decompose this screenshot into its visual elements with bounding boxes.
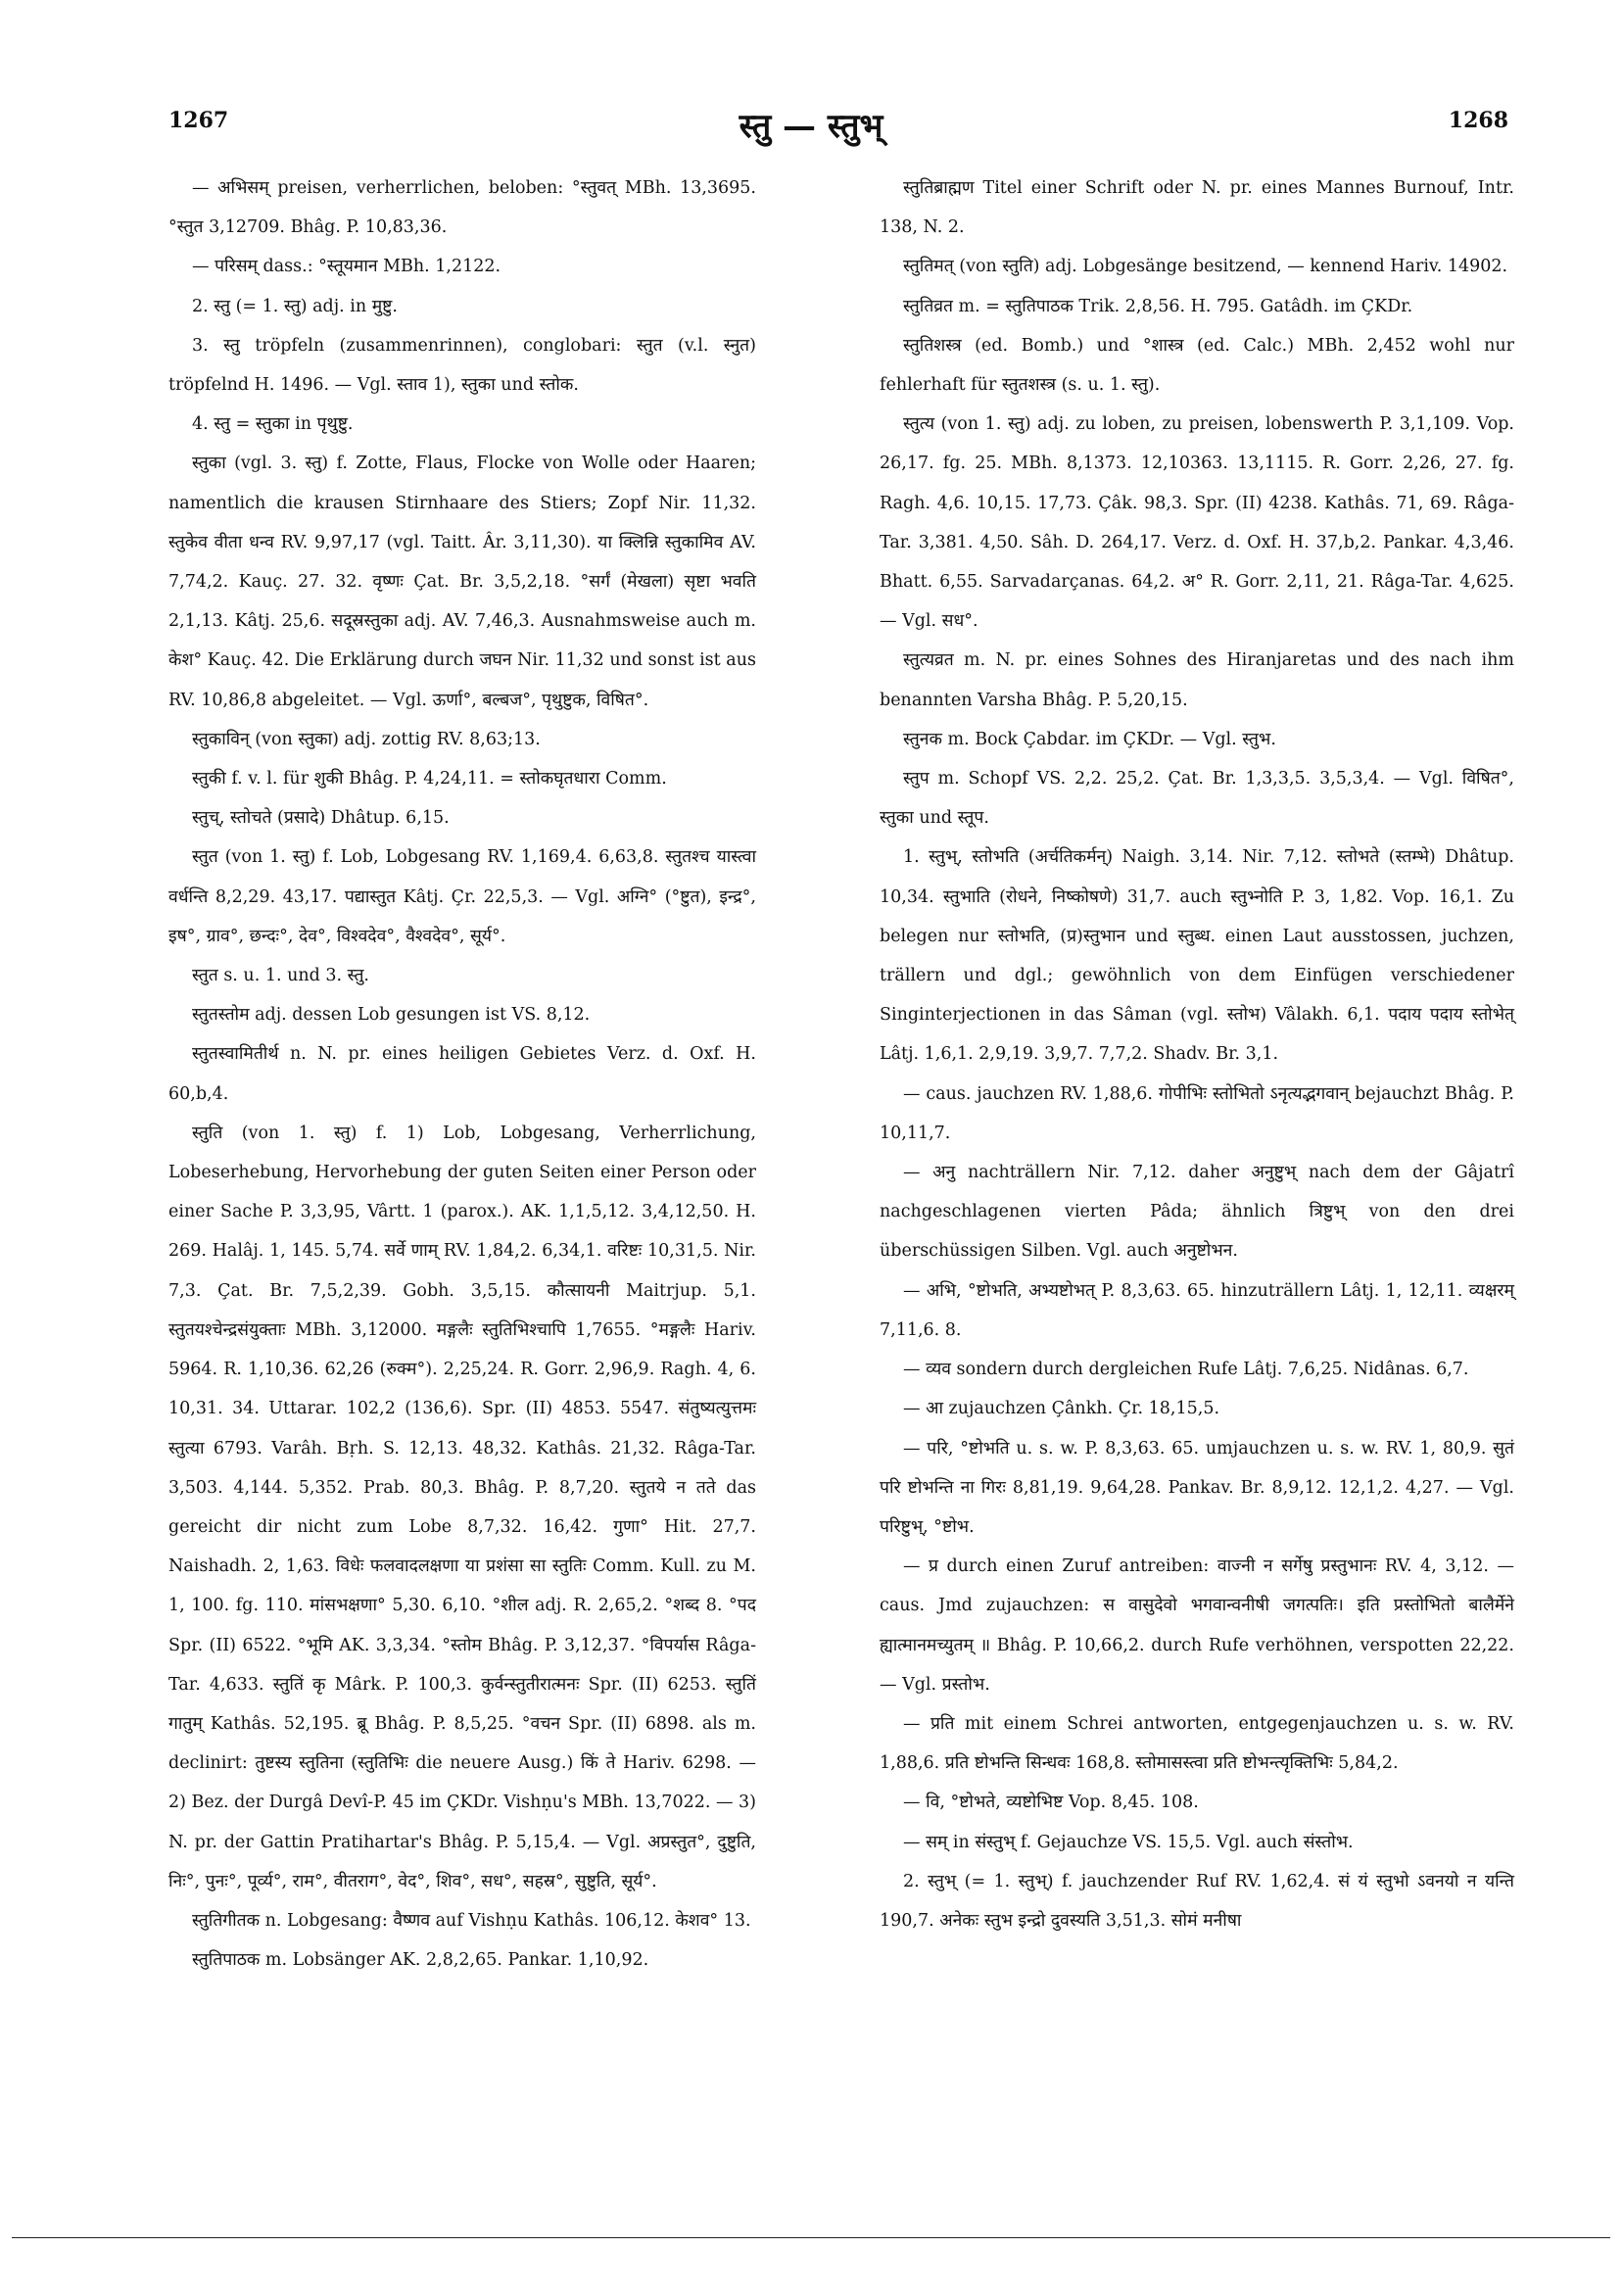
- entry-paragraph: स्तुका (vgl. 3. स्तु) f. Zotte, Flaus, Flocke von Wolle oder Haaren; namentlich die krausen Stirnhaare des Stiers; Zopf Nir. 11,32. स्तुकेव वीता धन्व RV. 9,97,17 (vgl. Taitt. Âr. 3,11,30). या क्लिन्नि स्तुकामिव AV. 7,74,2. Kauç. 27. 32. वृष्णः Çat. Br. 3,5,2,18. °सर्गं (मेखला) सृष्टा भवति 2,1,13. Kâtj. 25,6. सदूस्रस्तुका adj. AV. 7,46,3. Ausnahmsweise auch m. केश° Kauç. 42. Die Erklärung durch जघन Nir. 11,32 und sonst ist aus RV. 10,86,8 abgeleitet. — Vgl. ऊर्णा°, बल्बज°, पृथुष्टुक, विषित°.: [168, 454, 756, 710]
- entry-paragraph: — अभिसम् preisen, verherrlichen, beloben: °स्तुवत् MBh. 13,3695. °स्तुत 3,12709. Bhâg. P. 10,83,36.: [168, 178, 756, 238]
- entry-paragraph: स्तुतस्तोम adj. dessen Lob gesungen ist VS. 8,12.: [192, 1005, 591, 1026]
- entry-paragraph: — आ zujauchzen Çânkh. Çr. 18,15,5.: [903, 1399, 1220, 1419]
- entry-paragraph: 3. स्तु tröpfeln (zusammenrinnen), conglobari: स्तुत (v.l. स्नुत) tröpfelnd H. 1496. — Vgl. स्ताव 1), स्तुका und स्तोक.: [168, 335, 756, 396]
- entry-paragraph: — प्र durch einen Zuruf antreiben: वाज्नी न सर्गेषु प्रस्तुभानः RV. 4, 3,12. — caus. Jmd zujauchzen: स वासुदेवो भगवान्वनीषी जगत्पतिः। इति प्रस्तोभितो बालैर्मेने ह्यात्मानमच्युतम् ॥ Bhâg. P. 10,66,2. durch Rufe verhöhnen, verspotten 22,22. — Vgl. प्रस्तोभ.: [880, 1556, 1514, 1695]
- entry-paragraph: — परिसम् dass.: °स्तूयमान MBh. 1,2122.: [192, 257, 501, 277]
- entry-paragraph: स्तुतिपाठक m. Lobsänger AK. 2,8,2,65. Pankar. 1,10,92.: [192, 1950, 649, 1971]
- entry-paragraph: — वि, °ष्टोभते, व्यष्टोभिष्ट Vop. 8,45. 108.: [903, 1793, 1199, 1813]
- right-column: [880, 168, 1514, 1940]
- entry-paragraph: — प्रति mit einem Schrei antworten, entgegenjauchzen u. s. w. RV. 1,88,6. प्रति ष्टोभन्ति सिन्धवः 168,8. स्तोमासस्त्वा प्रति ष्टोभन्त्यृक्तिभिः 5,84,2.: [880, 1713, 1514, 1774]
- running-title: स्तु — स्तुभ्: [739, 107, 883, 146]
- page-header: [0, 108, 1622, 147]
- entry-paragraph: स्तुतस्वामितीर्थ n. N. pr. eines heiligen Gebietes Verz. d. Oxf. H. 60,b,4.: [168, 1044, 756, 1104]
- entry-paragraph: स्तुच्, स्तोचते (प्रसादे) Dhâtup. 6,15.: [192, 808, 450, 829]
- entry-paragraph: 2. स्तु (= 1. स्तु) adj. in मुष्टु.: [192, 296, 398, 316]
- entry-paragraph: स्तुकाविन् (von स्तुका) adj. zottig RV. 8,63;13.: [192, 729, 541, 749]
- entry-paragraph: — caus. jauchzen RV. 1,88,6. गोपीभिः स्तोभितो ऽनृत्यद्भगवान् bejauchzt Bhâg. P. 10,11,7.: [880, 1083, 1514, 1143]
- entry-paragraph: स्तुनक m. Bock Çabdar. im ÇKDr. — Vgl. स्तुभ.: [903, 729, 1276, 749]
- entry-paragraph: 4. स्तु = स्तुका in पृथुष्टु.: [192, 414, 354, 435]
- entry-paragraph: स्तुति (von 1. स्तु) f. 1) Lob, Lobgesang, Verherrlichung, Lobeserhebung, Hervorhebung der guten Seiten einer Person oder einer Sache P. 3,3,95, Vârtt. 1 (parox.). AK. 1,1,5,12. 3,4,12,50. H. 269. Halâj. 1, 145. 5,74. सर्वे णाम् RV. 1,84,2. 6,34,1. वरिष्टः 10,31,5. Nir. 7,3. Çat. Br. 7,5,2,39. Gobh. 3,5,15. कौत्सायनी Maitrjup. 5,1. स्तुतयश्चेन्द्रसंयुक्ताः MBh. 3,12000. मङ्गलैः स्तुतिभिश्चापि 1,7655. °मङ्गलैः Hariv. 5964. R. 1,10,36. 62,26 (रुक्म°). 2,25,24. R. Gorr. 2,96,9. Ragh. 4, 6. 10,31. 34. Uttarar. 102,2 (136,6). Spr. (II) 4853. 5547. संतुष्यत्युत्तमः स्तुत्या 6793. Varâh. Bṛh. S. 12,13. 48,32. Kathâs. 21,32. Râga-Tar. 3,503. 4,144. 5,352. Prab. 80,3. Bhâg. P. 8,7,20. स्तुतये न तते das gereicht dir nicht zum Lobe 8,7,32. 16,42. गुणा° Hit. 27,7. Naishadh. 2, 1,63. विधेः फलवादलक्षणा या प्रशंसा सा स्तुतिः Comm. Kull. zu M. 1, 100. fg. 110. मांसभक्षणा° 5,30. 6,10. °शील adj. R. 2,65,2. °शब्द 8. °पद Spr. (II) 6522. °भूमि AK. 3,3,34. °स्तोम Bhâg. P. 3,12,37. °विपर्यास Râga-Tar. 4,633. स्तुतिं कृ Mârk. P. 100,3. कुर्वन्स्तुतीरात्मनः Spr. (II) 6253. स्तुतिं गातुम् Kathâs. 52,195. ब्रू Bhâg. P. 8,5,25. °वचन Spr. (II) 6898. als m. declinirt: तुष्टस्य स्तुतिना (स्तुतिभिः die neuere Ausg.) किं ते Hariv. 6298. — 2) Bez. der Durgâ Devî-P. 45 im ÇKDr. Vishṇu's MBh. 13,7022. — 3) N. pr. der Gattin Pratihartar's Bhâg. P. 5,15,4. — Vgl. अप्रस्तुत°, दुष्टुति, निः°, पुनः°, पूर्व्य°, राम°, वीतराग°, वेद°, शिव°, सध°, सहस्र°, सुष्टुति, सूर्य°.: [168, 1123, 756, 1891]
- entry-paragraph: 1. स्तुभ्, स्तोभति (अर्चतिकर्मन्) Naigh. 3,14. Nir. 7,12. स्तोभते (स्तम्भे) Dhâtup. 10,34. स्तुभाति (रोधने, निष्कोषणे) 31,7. auch स्तुभ्नोति P. 3, 1,82. Vop. 16,1. Zu belegen nur स्तोभति, (प्र)स्तुभान und स्तुब्ध. einen Laut ausstossen, juchzen, trällern und dgl.; gewöhnlich von dem Einfügen verschiedener Singinterjectionen in das Sâman (vgl. स्तोभ) Vâlakh. 6,1. पदाय पदाय स्तोभेत् Lâtj. 1,6,1. 2,9,19. 3,9,7. 7,7,2. Shadv. Br. 3,1.: [880, 847, 1514, 1065]
- entry-paragraph: 2. स्तुभ् (= 1. स्तुभ्) f. jauchzender Ruf RV. 1,62,4. सं यं स्तुभो ऽवनयो न यन्ति 190,7. अनेकः स्तुभ इन्द्रो दुवस्यति 3,51,3. सोमं मनीषा: [880, 1871, 1514, 1931]
- entry-paragraph: — सम् in संस्तुभ् f. Gejauchze VS. 15,5. Vgl. auch संस्तोभ.: [903, 1832, 1354, 1852]
- left-column: [168, 168, 756, 1980]
- entry-paragraph: स्तुत्यव्रत m. N. pr. eines Sohnes des Hiranjaretas und des nach ihm benannten Varsha Bhâg. P. 5,20,15.: [880, 650, 1514, 710]
- entry-paragraph: स्तुकी f. v. l. für शुकी Bhâg. P. 4,24,11. = स्तोकघृतधारा Comm.: [192, 769, 667, 789]
- page-number-left: 1267: [168, 108, 229, 133]
- entry-paragraph: स्तुत्य (von 1. स्तु) adj. zu loben, zu preisen, lobenswerth P. 3,1,109. Vop. 26,17. fg. 25. MBh. 8,1373. 12,10363. 13,1115. R. Gorr. 2,26, 27. fg. Ragh. 4,6. 10,15. 17,73. Çâk. 98,3. Spr. (II) 4238. Kathâs. 71, 69. Râga-Tar. 3,381. 4,50. Sâh. D. 264,17. Verz. d. Oxf. H. 37,b,2. Pankar. 4,3,46. Bhatt. 6,55. Sarvadarçanas. 64,2. अ° R. Gorr. 2,11, 21. Râga-Tar. 4,625. — Vgl. सध°.: [880, 414, 1514, 632]
- entry-paragraph: स्तुत (von 1. स्तु) f. Lob, Lobgesang RV. 1,169,4. 6,63,8. स्तुतश्च यास्त्वा वर्धन्ति 8,2,29. 43,17. पद्यास्तुत Kâtj. Çr. 22,5,3. — Vgl. अग्नि° (°ष्टुत), इन्द्र°, इष°, ग्राव°, छन्दः°, देव°, विश्वदेव°, वैश्वदेव°, सूर्य°.: [168, 847, 756, 946]
- entry-paragraph: स्तुप m. Schopf VS. 2,2. 25,2. Çat. Br. 1,3,3,5. 3,5,3,4. — Vgl. विषित°, स्तुका und स्तूप.: [880, 769, 1514, 829]
- page-number-right: 1268: [1448, 108, 1508, 133]
- entry-paragraph: — अभि, °ष्टोभति, अभ्यष्टोभत् P. 8,3,63. 65. hinzuträllern Lâtj. 1, 12,11. व्यक्षरम् 7,11,6. 8.: [880, 1280, 1514, 1340]
- entry-paragraph: स्तुतिशस्त्र (ed. Bomb.) und °शास्त्र (ed. Calc.) MBh. 2,452 wohl nur fehlerhaft für स्तुतशस्त्र (s. u. 1. स्तु).: [880, 335, 1514, 396]
- entry-paragraph: स्तुतिमत् (von स्तुति) adj. Lobgesänge besitzend, — kennend Hariv. 14902.: [903, 257, 1508, 277]
- entry-paragraph: — परि, °ष्टोभति u. s. w. P. 8,3,63. 65. umjauchzen u. s. w. RV. 1, 80,9. सुतं परि ष्टोभन्ति ना गिरः 8,81,19. 9,64,28. Pankav. Br. 8,9,12. 12,1,2. 4,27. — Vgl. परिष्टुभ्, °ष्टोभ.: [880, 1438, 1514, 1537]
- entry-paragraph: — अनु nachträllern Nir. 7,12. daher अनुष्टुभ् nach dem der Gâjatrî nachgeschlagenen vierten Pâda; ähnlich त्रिष्टुभ् von den drei überschüssigen Silben. Vgl. auch अनुष्टोभन.: [880, 1163, 1514, 1262]
- footer-rule: [12, 2237, 1610, 2238]
- entry-paragraph: स्तुतिब्राह्मण Titel einer Schrift oder N. pr. eines Mannes Burnouf, Intr. 138, N. 2.: [880, 178, 1514, 238]
- entry-paragraph: स्तुतिव्रत m. = स्तुतिपाठक Trik. 2,8,56. H. 795. Gatâdh. im ÇKDr.: [903, 296, 1413, 316]
- entry-paragraph: स्तुत s. u. 1. und 3. स्तु.: [192, 966, 369, 986]
- entry-paragraph: — व्यव sondern durch dergleichen Rufe Lâtj. 7,6,25. Nidânas. 6,7.: [903, 1360, 1469, 1380]
- entry-paragraph: स्तुतिगीतक n. Lobgesang: वैष्णव auf Vishṇu Kathâs. 106,12. केशव° 13.: [192, 1910, 751, 1931]
